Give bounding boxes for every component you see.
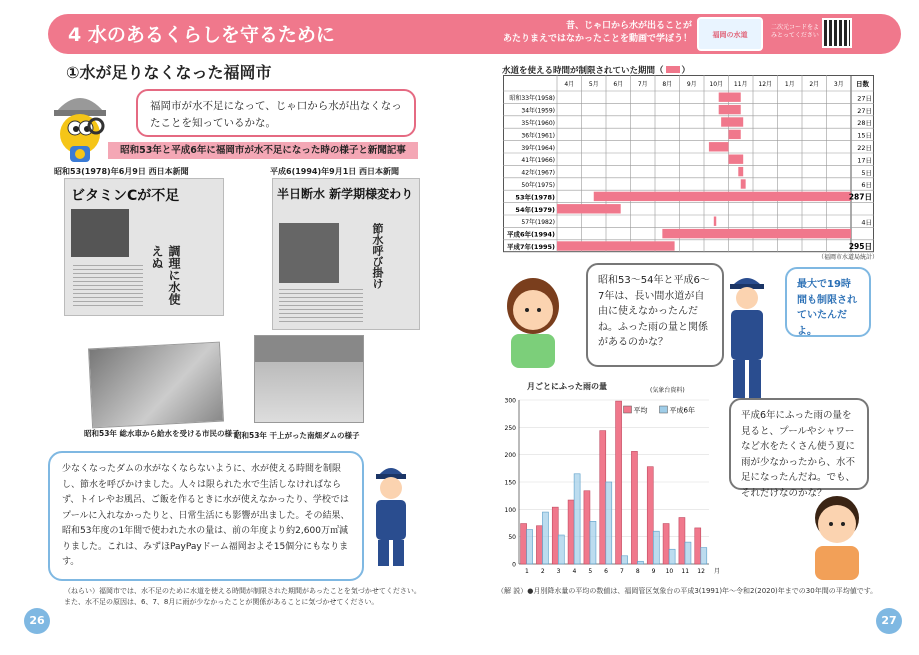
chart-bar-1994 bbox=[606, 482, 612, 564]
table-row-days: 28日 bbox=[857, 119, 872, 128]
chart-bar-1994 bbox=[685, 542, 691, 564]
news2-body: 節水呼び掛け bbox=[371, 223, 384, 289]
chart-bar-avg bbox=[647, 467, 653, 564]
chart-x-tick: 4 bbox=[572, 568, 577, 575]
table-month-header: 4月 bbox=[564, 81, 575, 88]
footnote-right: （解 説）●月別降水量の平均の数値は、福岡管区気象台の平成3(1991)年～令和2(2020)年までの30年間の平均値です。 bbox=[497, 587, 878, 595]
table-month-header: 1月 bbox=[784, 81, 795, 88]
chart-y-tick: 300 bbox=[504, 397, 516, 405]
table-month-header: 11月 bbox=[733, 81, 748, 88]
table-month-header: 7月 bbox=[637, 81, 648, 88]
table-row-year: 57年(1982) bbox=[521, 219, 555, 227]
footnote-left: （ねらい）福岡市では、水不足のために水道を使える時間が制限された期間があったことを気づかせてください。 また、水不足の原因は、6、7、8月に雨が少なかったことが関係があることに気づかせてください。 bbox=[64, 587, 421, 606]
chart-y-tick: 150 bbox=[504, 479, 516, 487]
chart-x-tick: 6 bbox=[604, 568, 608, 575]
chart-bar-1994 bbox=[669, 549, 675, 564]
chart-bar-avg bbox=[600, 431, 606, 564]
table-row-days: 4日 bbox=[861, 218, 872, 227]
banner-subtitle: 昔、じゃ口から水が出ることが あたりまえではなかったことを動画で学ぼう！ bbox=[502, 21, 692, 44]
news1-body: 調理に水使えぬ bbox=[150, 245, 181, 305]
chart-bar-1994 bbox=[701, 548, 707, 564]
restriction-bar bbox=[594, 192, 851, 201]
table-month-header: 2月 bbox=[809, 81, 820, 88]
table-row-year: 50年(1975) bbox=[521, 182, 555, 189]
table-row-year: 41年(1966) bbox=[521, 157, 555, 165]
news1-headline: ビタミンCが不足 bbox=[71, 188, 180, 204]
news2-date: 平成6(1994)年9月1日 西日本新聞 bbox=[270, 167, 400, 176]
restriction-bar bbox=[721, 117, 743, 126]
chart-bar-avg bbox=[679, 518, 685, 564]
restriction-bar bbox=[719, 105, 741, 114]
table-row-year: 54年(1979) bbox=[515, 205, 555, 214]
chart-bar-1994 bbox=[653, 531, 659, 564]
chart-bar-1994 bbox=[574, 474, 580, 564]
table-row-year: 平成7年(1995) bbox=[506, 243, 555, 251]
table-row-year: 昭和33年(1958) bbox=[509, 95, 555, 103]
chart-x-tick: 2 bbox=[540, 568, 545, 575]
table-row-days: 295日 bbox=[848, 242, 872, 252]
table-row-days: 6日 bbox=[861, 181, 872, 190]
girl-icon bbox=[497, 270, 569, 370]
chart-source: (気象台資料) bbox=[650, 387, 685, 394]
table-row-days: 27日 bbox=[857, 106, 872, 115]
table-title: 水道を使える時間が制限されていた期間（ ） bbox=[502, 66, 691, 76]
boy-icon bbox=[806, 490, 868, 582]
table-row-days: 27日 bbox=[857, 94, 872, 103]
officer-icon bbox=[366, 458, 416, 568]
info-box: 少なくなったダムの水がなくならないように、水が使える時間を制限し、節水を呼びかけました。人々は限られた水で生活しなければならず、トイレやお風呂、ご飯を作るときに水が使えなかったり、学校ではプールに入れなかったりと、日常生活にも影響が出ました。その結果、昭和53年度の1年間で使われた水の量は、前の年度より約2,600万㎥減りました。これは、みずほPayPayドーム福岡およそ15個分にもなります。 bbox=[48, 451, 364, 581]
chart-bar-avg bbox=[552, 507, 558, 564]
newspaper-clipping-2 bbox=[272, 178, 420, 330]
table-row-year: 53年(1978) bbox=[515, 193, 555, 202]
chart-x-tick: 12 bbox=[697, 568, 705, 575]
chart-bar-1994 bbox=[637, 561, 643, 564]
table-row-year: 平成6年(1994) bbox=[506, 230, 555, 239]
chart-legend-label: 平成6年 bbox=[669, 406, 695, 415]
qr-note: 二次元コードをよみとってください bbox=[771, 24, 820, 39]
photo-water-supply bbox=[88, 342, 224, 429]
table-row-year: 42年(1967) bbox=[521, 169, 555, 177]
speech-bubble-officer: 最大で19時間も制限されていたんだよ。 bbox=[785, 267, 871, 337]
table-row-year: 34年(1959) bbox=[521, 107, 555, 115]
restriction-bar bbox=[719, 93, 741, 102]
news2-headline: 半日断水 新学期様変わり bbox=[277, 187, 414, 201]
restriction-bar bbox=[729, 155, 744, 164]
page-number-left: 26 bbox=[24, 608, 50, 634]
chart-bar-avg bbox=[536, 526, 542, 564]
table-source: （福岡市水道局統計） bbox=[818, 254, 879, 261]
speech-bubble-boy: 平成6年にふった雨の量を見ると、プールやシャワーなど水をたくさん使う夏に雨が少なかったから、水不足になったんだね。でも、それだけなのかな？ bbox=[729, 398, 869, 490]
table-month-header: 10月 bbox=[709, 81, 724, 88]
table-month-header: 5月 bbox=[588, 81, 599, 88]
newspaper-clipping-1 bbox=[64, 178, 224, 316]
chart-bar-avg bbox=[568, 500, 574, 564]
rainfall-chart bbox=[495, 392, 721, 582]
table-row-days: 15日 bbox=[857, 131, 872, 140]
table-row-days: 22日 bbox=[857, 144, 872, 152]
photo-dried-dam bbox=[254, 335, 364, 423]
speech-bubble-mascot: 福岡市が水不足になって、じゃ口から水が出なくなったことを知っているかな。 bbox=[136, 89, 416, 137]
chart-bar-1994 bbox=[527, 530, 533, 564]
restriction-bar bbox=[709, 142, 729, 151]
chart-legend-label: 平均 bbox=[633, 406, 648, 415]
restriction-bar bbox=[741, 179, 746, 188]
photo1-caption: 昭和53年 総水車から給水を受ける市民の様子 bbox=[84, 429, 240, 438]
chart-bar-avg bbox=[631, 451, 637, 564]
table-month-header: 3月 bbox=[833, 81, 844, 88]
table-row-days: 287日 bbox=[848, 192, 872, 202]
chart-x-tick: 5 bbox=[588, 568, 593, 575]
table-row-days: 5日 bbox=[861, 168, 872, 177]
speech-bubble-girl: 昭和53～54年と平成6～7年は、長い間水道が自由に使えなかったんだね。ふった雨の量と関係があるのかな？ bbox=[586, 263, 724, 367]
table-month-header: 12月 bbox=[758, 81, 773, 88]
restriction-bar bbox=[738, 167, 743, 176]
restriction-bar bbox=[557, 204, 621, 213]
chart-bar-avg bbox=[616, 401, 622, 564]
restriction-bar bbox=[714, 217, 716, 226]
officer-right-icon bbox=[722, 268, 772, 400]
restriction-bar bbox=[662, 229, 851, 238]
table-month-header: 9月 bbox=[686, 81, 697, 88]
restriction-bar bbox=[729, 130, 741, 139]
video-thumbnail[interactable]: 福岡の水道 bbox=[697, 17, 763, 51]
caption-bar: 昭和53年と平成6年に福岡市が水不足になった時の様子と新聞記事 bbox=[108, 142, 418, 159]
chart-x-tick: 7 bbox=[620, 568, 624, 575]
chart-bar-avg bbox=[584, 491, 590, 564]
chart-title: 月ごとにふった雨の量 bbox=[527, 382, 607, 391]
chart-bar-avg bbox=[521, 524, 527, 564]
chart-x-tick: 1 bbox=[525, 568, 529, 575]
chart-x-unit: 月 bbox=[714, 568, 721, 575]
table-month-header: 8月 bbox=[662, 81, 673, 88]
photo2-caption: 昭和53年 干上がった南畑ダムの様子 bbox=[234, 431, 360, 440]
page-number-right: 27 bbox=[876, 608, 902, 634]
chart-y-tick: 200 bbox=[504, 452, 516, 460]
chart-x-tick: 9 bbox=[651, 568, 656, 575]
chart-x-tick: 10 bbox=[665, 568, 674, 575]
table-month-header: 6月 bbox=[613, 81, 624, 88]
chart-x-tick: 3 bbox=[556, 568, 561, 575]
table-row-days: 17日 bbox=[857, 156, 872, 165]
chart-legend-swatch bbox=[624, 406, 632, 413]
table-row-year: 39年(1964) bbox=[521, 144, 555, 152]
chart-bar-1994 bbox=[558, 535, 564, 564]
news1-date: 昭和53(1978)年6月9日 西日本新聞 bbox=[54, 167, 189, 176]
chart-bar-1994 bbox=[622, 556, 628, 564]
table-days-header: 日数 bbox=[856, 80, 869, 88]
chart-bar-1994 bbox=[542, 512, 548, 564]
chart-bar-1994 bbox=[590, 521, 596, 564]
chart-bar-avg bbox=[695, 528, 701, 564]
chart-y-tick: 0 bbox=[512, 561, 516, 569]
restriction-table bbox=[503, 75, 872, 253]
chart-y-tick: 100 bbox=[504, 506, 516, 514]
chart-bar-avg bbox=[663, 524, 669, 564]
restriction-bar bbox=[557, 241, 675, 250]
chart-y-tick: 50 bbox=[508, 534, 516, 542]
chart-legend-swatch bbox=[660, 406, 668, 413]
table-row-year: 36年(1961) bbox=[521, 132, 555, 140]
qr-code-icon[interactable] bbox=[822, 18, 852, 48]
mascot-icon bbox=[48, 84, 112, 166]
chart-y-tick: 250 bbox=[504, 424, 516, 432]
page-title: 4 水のあるくらしを守るために bbox=[68, 24, 335, 46]
table-row-year: 35年(1960) bbox=[521, 120, 555, 127]
chart-x-tick: 11 bbox=[681, 568, 690, 575]
chart-x-tick: 8 bbox=[635, 568, 640, 575]
section-title: ①水が足りなくなった福岡市 bbox=[66, 63, 272, 82]
